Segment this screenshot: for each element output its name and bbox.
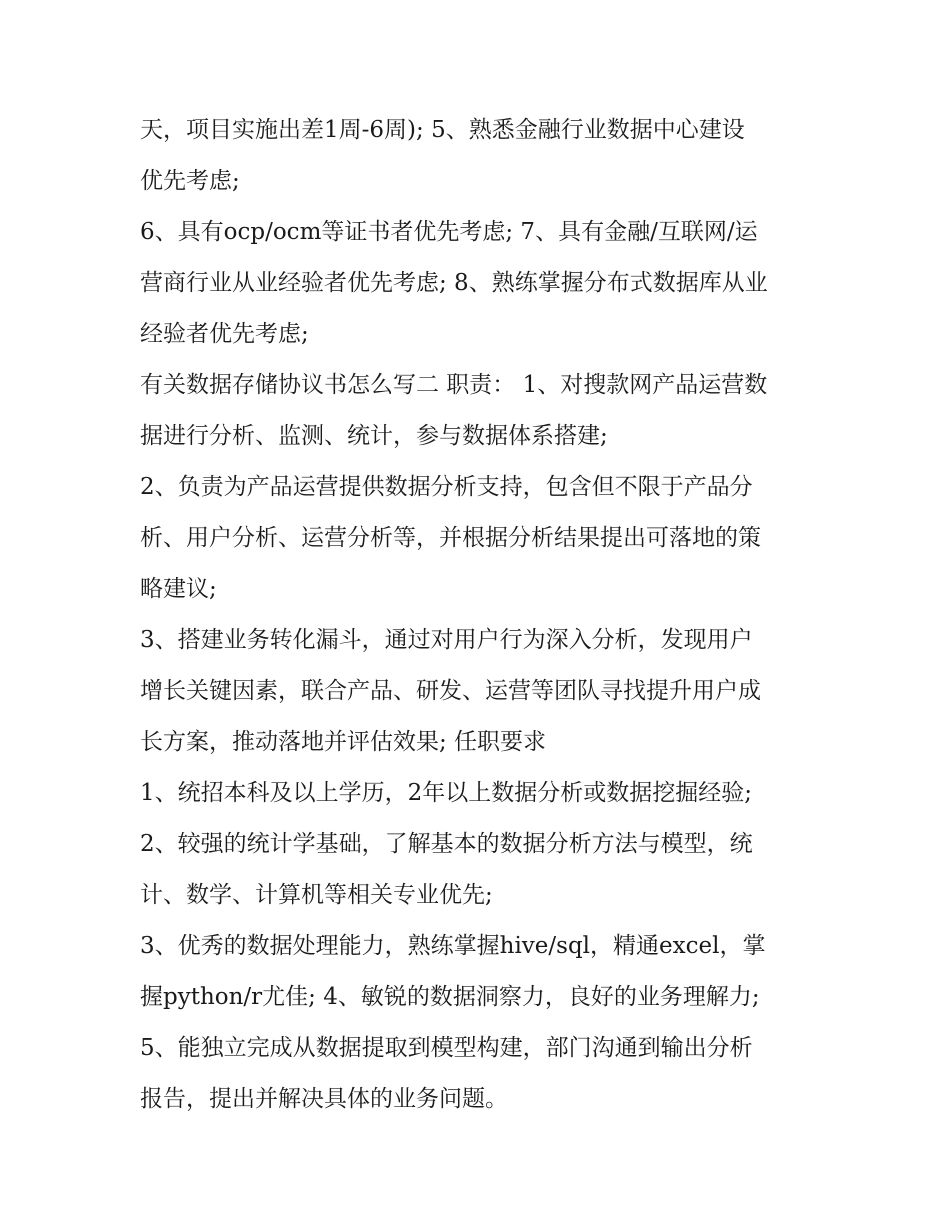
text-line: 析、用户分析、运营分析等，并根据分析结果提出可落地的策 — [140, 525, 761, 551]
text-line: 报告，提出并解决具体的业务问题。 — [140, 1086, 508, 1112]
document-body — [140, 105, 820, 1125]
text-line: 增长关键因素，联合产品、研发、运营等团队寻找提升用户成 — [140, 678, 761, 704]
text-line: 长方案，推动落地并评估效果; 任职要求 — [140, 729, 547, 755]
text-line: 计、数学、计算机等相关专业优先; — [140, 882, 493, 908]
text-line: 2、较强的统计学基础，了解基本的数据分析方法与模型，统 — [140, 831, 753, 857]
text-line: 2、负责为产品运营提供数据分析支持，包含但不限于产品分 — [140, 474, 753, 500]
text-line: 1、统招本科及以上学历，2年以上数据分析或数据挖掘经验; — [140, 780, 753, 806]
text-line: 握python/r尤佳; 4、敏锐的数据洞察力，良好的业务理解力; — [140, 984, 760, 1010]
text-line: 3、搭建业务转化漏斗，通过对用户行为深入分析，发现用户 — [140, 627, 753, 653]
text-line: 6、具有ocp/ocm等证书者优先考虑; 7、具有金融/互联网/运 — [140, 219, 758, 245]
text-line: 天，项目实施出差1周-6周); 5、熟悉金融行业数据中心建设 — [140, 117, 745, 143]
text-line: 略建议; — [140, 576, 217, 602]
text-line: 据进行分析、监测、统计，参与数据体系搭建; — [140, 423, 608, 449]
text-line: 营商行业从业经验者优先考虑; 8、熟练掌握分布式数据库从业 — [140, 270, 768, 296]
text-line: 经验者优先考虑; — [140, 321, 309, 347]
text-line: 有关数据存储协议书怎么写二 职责： 1、对搜款网产品运营数 — [140, 372, 768, 398]
text-line: 优先考虑; — [140, 168, 240, 194]
text-line: 5、能独立完成从数据提取到模型构建，部门沟通到输出分析 — [140, 1035, 753, 1061]
text-line: 3、优秀的数据处理能力，熟练掌握hive/sql，精通excel，掌 — [140, 933, 766, 959]
